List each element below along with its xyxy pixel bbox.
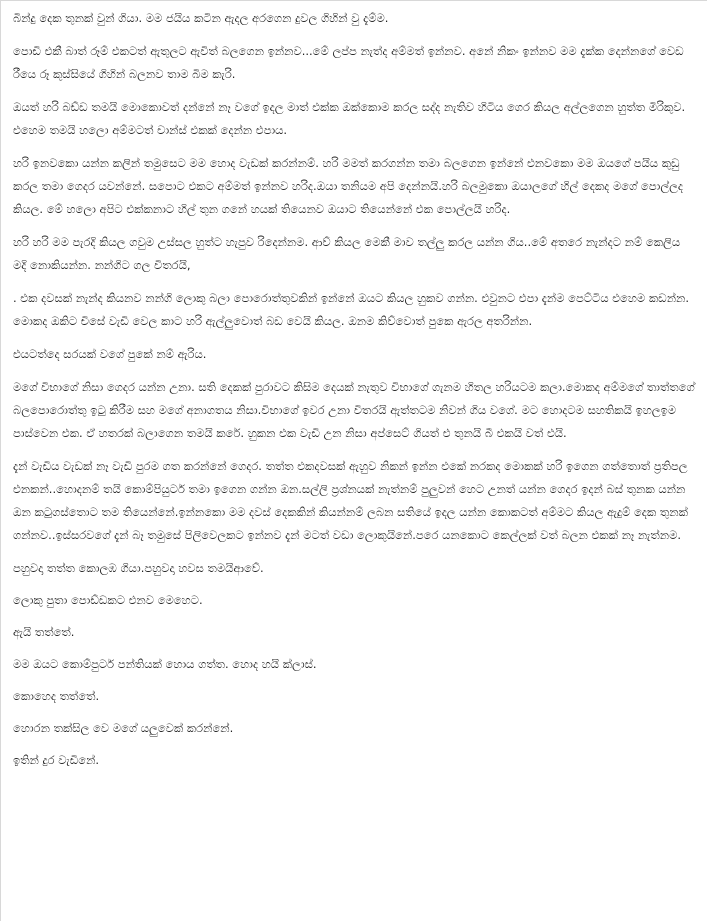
paragraph: මම ඔයට කොම්පුටර් පන්තියක් හොය ගත්ත. හොද හයි ක්ලාස්. (13, 657, 317, 671)
paragraph: බින්දු දෙක තුනක් වුන් ගියා. මම ජයිය කටින ඇදල අරගෙන දුවල ගිහින් වු දැම්ම. (13, 11, 389, 25)
paragraph: හොරන තක්සිල වෙ මගේ යලුවෙක් කරන්නේ. (13, 721, 234, 735)
paragraph: එයටත්දෙ සරයක් වගේ පුකේ නම් ඇරිය. (13, 347, 207, 361)
story-page (13, 7, 697, 781)
paragraph: මගේ විභාගේ නිසා ගෙදර යන්න උනා. සති දෙකක් පුරාවට කිසිම දෙයක් නැතුව විභාගේ ගැනම හිතල හරියටම කලා.මොකද අම්මගේ තාත්තගේ බලපොරොත්තු ඉටු කිරීම සහ මගේ අනාගතය නිසා.විභාගේ ඉවර උනා විතරයි ඇත්තටම නිවන් ගිය වගේ. මට හොදටම සහතිකයි ඉහලඉම පාස්වෙන එක. ඒ හතරක් බලාගෙන තමයි කරේ. හුකන එක වැඩි උන නිසා අප්සෙට් ගියත් එ තුනයි බී එකයි වත් එයි. (13, 380, 699, 440)
paragraph: ඔයත් හරි බඩ්ඩ තමයි මොකොවත් දන්නේ නෑ වගේ ඉදල මාත් එක්ක ඔක්කොම කරල සද්ද නැතිව හිටිය ගෙර කියල අල්ලගෙන හුත්ත මිරිකුව. එහෙම තමයි හලො අම්මටත් චාන්ස් එකක් දෙන්න එපාය. (13, 100, 689, 137)
paragraph: පොඩි එකී බාත් රූම් එකටත් ඇතුලට ඇවිත් බලගෙන ඉන්නව...මේ ලප්ප නැත්ද අම්මත් ඉන්නව. අනේ නිකං ඉන්නව මම දැක්ක දෙන්නගේ වෙඩ රීයෙ රූ කුස්සියේ ගිහින් බලනව තාම බිම කැරි. (13, 44, 688, 81)
paragraph: හරි හරි මම පැරදි කියල ගවුම උස්සල හුත්ට හැපුව රිදෙන්නම. ආව් කියල මෙකී මාව තල්ලු කරල යන්න ගිය..මේ අතරෙ නැන්දට නම් කෙලිය මදි නොකියන්න. නන්ගිට ගල විතරයි, (13, 235, 684, 272)
paragraph: . එක දවසක් නැන්ද කියනව නන්ගි ලොකු බලා පොරොත්තුවකින් ඉන්නේ ඔයට කියල හුකව ගන්න. එවුනට එපා දැන්ම පෙට්ටිය එහෙම කඩන්න. මොකද ඔකිට චිසේ වැඩි වෙල කාට හරි ඇල්ලුවොත් බඩ වෙයි කියල. ඔනම කිව්වොත් පුකෙ ඇරල අතරින්න. (13, 291, 693, 328)
paragraph: දැන් වැඩිය වැඩක් නෑ වැඩි පුරම ගත කරන්නේ ගෙදර. තත්ත එකදවසක් ඇහුව නිකන් ඉන්න එකේ නරකද මොකක් හරි ඉගෙන ගත්තොත් ප්‍රතිපල එනකන්..හොදනම් තයි කොම්පියුටර් තමා ඉගෙන ගන්න ඔන.සල්ලි ප්‍රශ්නයක් නැත්නම් පුලුවන් හෙට උනත් යන්න ගෙදර ඉදන් බස් තුනක යන්න ඔන කටුගස්තොට තම තියෙන්නේ.ඉන්නකො මම දවස් දෙකකින් කියන්නම් ලබන සතියේ ඉදල යන්න කොකටත් අම්මට කියල ඇදුම් දෙක තුනක් ගන්නව..ඉස්සරවගේ දැන් බෑ තමුසේ පිලිවෙලකට ඉන්නව දැන් මටත් වඩා ලොකුයිනේ.පරෙ යනකොට කෙල්ලක් වත් බලන එකක් නෑ නැත්නම. (13, 459, 692, 542)
paragraph: හරි ඉනවකො යන්න කලින් තමුසෙට මම හොද වැඩක් කරන්නම්. හරි මමත් කරගන්න තමා බලගෙන ඉන්නේ එනවකො මම ඔයගේ පයිය කුඩු කරල තමා ගෙදර යවන්නේ. සපොට එකට අම්මත් ඉන්නව හරිද.ඔයා තනියම අපි දෙන්නයි.හරි බලමුකො ඔයාලගේ හිල් දෙකද මගේ පොල්ලද කියල. මේ හලො අපිට එක්කනාට හිල් තුන ගනේ හයක් තියෙනව ඔයාට තියෙන්නේ එක පොල්ලයි හරිද. (13, 156, 687, 216)
paragraph: ඉතින් දුර වැඩිනේ. (13, 753, 100, 767)
paragraph: පහුවදා තත්ත කොලඹ ගියා.පහුවදා හවස තමයිආවේ. (13, 561, 264, 575)
paragraph: ඇයි තත්තේ. (13, 625, 75, 639)
paragraph: කොහෙද තත්තේ. (13, 689, 100, 703)
paragraph: ලොකු පුතා පොඩ්ඩකට එනව මෙහෙට. (13, 593, 203, 607)
